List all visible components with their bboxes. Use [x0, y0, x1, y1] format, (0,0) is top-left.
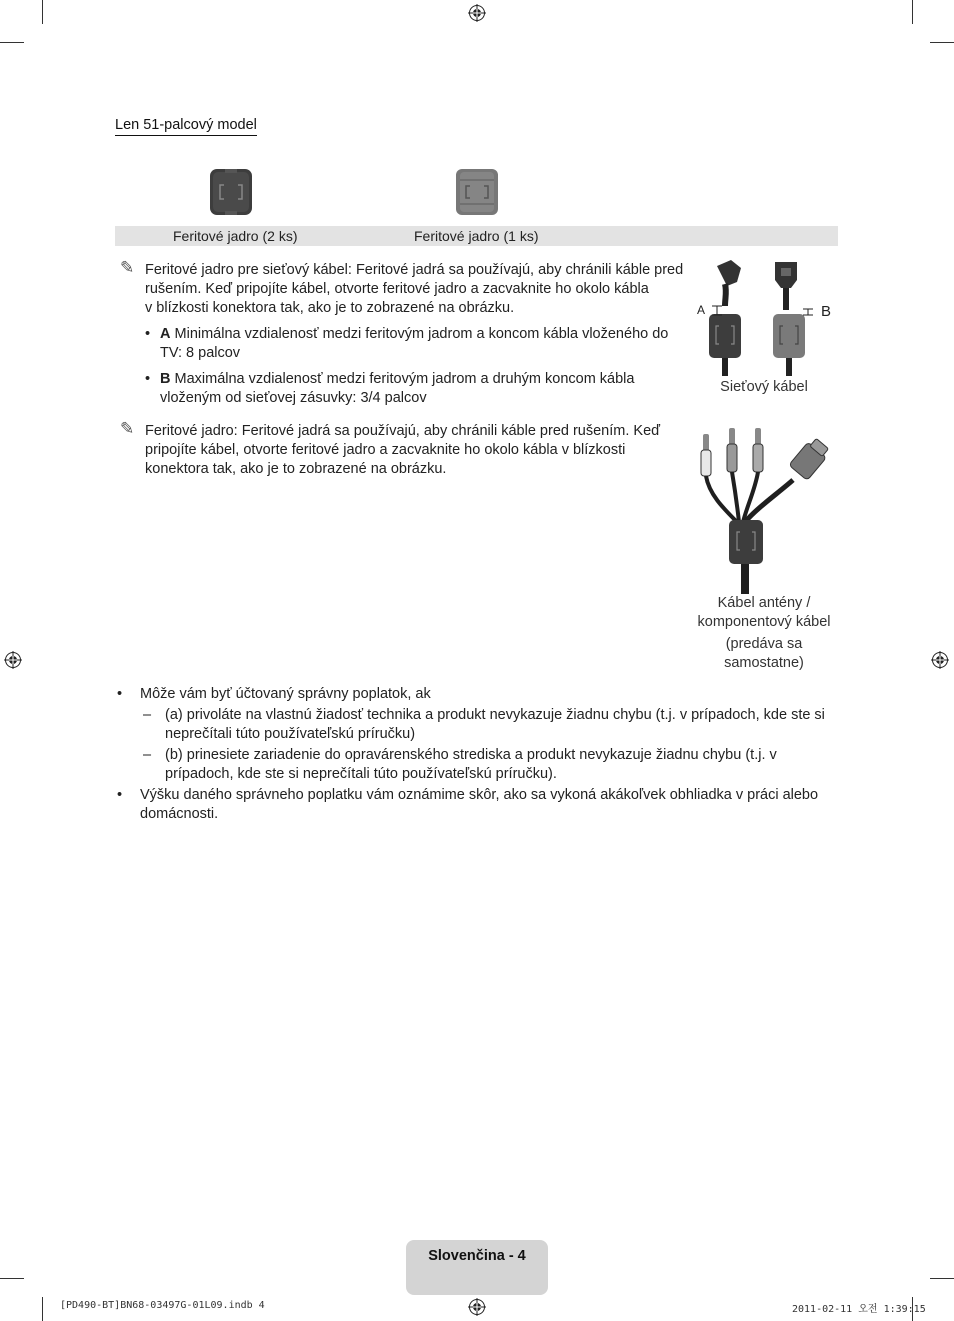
bullet-marker: •	[145, 371, 151, 387]
power-cable-illustration	[695, 258, 835, 378]
accessory-label: Feritové jadro (1 ks)	[414, 228, 539, 244]
crop-mark	[912, 0, 913, 24]
item-text: TV: 8 palcov	[160, 345, 241, 361]
caption-line: (predáva sa	[725, 636, 803, 652]
item-text: Minimálna vzdialenosť medzi feritovým jadrom a koncom kábla vloženého do	[170, 326, 669, 342]
bullet-marker: •	[117, 787, 123, 803]
note-line: Feritové jadro: Feritové jadrá sa používajú, aby chránili káble pred rušením. Keď	[145, 423, 661, 439]
fee-bullet-text: Môže vám byť účtovaný správny poplatok, ak	[140, 686, 431, 702]
note-pencil-icon: ✎	[120, 419, 135, 438]
crop-mark	[42, 0, 43, 24]
label-a: A	[697, 303, 706, 317]
caption-line: Kábel antény /	[717, 595, 811, 611]
ferrite-core-light-icon	[454, 166, 500, 218]
item-text: (b) prinesiete zariadenie do opravárenského strediska a produkt nevykazuje žiadnu chybu (t.j. v	[165, 747, 777, 763]
item-text: Maximálna vzdialenosť medzi feritovým jadrom a druhým koncom kábla	[170, 371, 635, 387]
item-text: neprečítali túto používateľskú príručku)	[165, 726, 416, 742]
list-item-text	[160, 325, 690, 363]
item-key: A	[160, 326, 171, 342]
note-line: v blízkosti konektora tak, ako je to zobrazené na obrázku.	[145, 300, 515, 316]
dash-marker: –	[143, 747, 152, 763]
note-pencil-icon: ✎	[120, 258, 135, 277]
bullet-marker: •	[117, 686, 123, 702]
caption-line: samostatne)	[724, 655, 804, 671]
note-text	[145, 261, 690, 318]
registration-mark-icon	[468, 1298, 486, 1316]
caption-line: komponentový kábel	[697, 614, 831, 630]
list-item-text	[160, 370, 690, 408]
power-cable-caption: Sieťový kábel	[720, 379, 808, 395]
item-text: Výšku daného správneho poplatku vám oznámime skôr, ako sa vykoná akákoľvek obhliadka v práci alebo	[140, 787, 819, 803]
antenna-component-cable-illustration	[695, 424, 835, 596]
note-line: konektora tak, ako je to zobrazené na obrázku.	[145, 461, 447, 477]
print-timestamp: 2011-02-11 오전 1:39:15	[792, 1304, 926, 1315]
crop-mark	[930, 42, 954, 43]
page-number-label: Slovenčina - 4	[428, 1248, 526, 1264]
note-line: pripojíte kábel, otvorte feritové jadro a zacvaknite ho okolo kábla v blízkosti	[145, 442, 626, 458]
dash-marker: –	[143, 707, 152, 723]
fee-dash-item	[165, 706, 835, 744]
accessory-label: Feritové jadro (2 ks)	[173, 228, 298, 244]
registration-mark-icon	[468, 4, 486, 22]
item-text: vloženým od sieťovej zásuvky: 3/4 palcov	[160, 390, 427, 406]
item-text: prípadoch, kde ste si neprečítali túto používateľskú príručku).	[165, 766, 557, 782]
fee-dash-item	[165, 746, 835, 784]
file-slug: [PD490-BT]BN68-03497G-01L09.indb 4	[60, 1300, 265, 1311]
bullet-marker: •	[145, 326, 151, 342]
item-text: (a) privoláte na vlastnú žiadosť technika a produkt nevykazuje žiadnu chybu (t.j. v prípadoch, kde ste si	[165, 707, 825, 723]
item-key: B	[160, 371, 171, 387]
item-text: domácnosti.	[140, 806, 219, 822]
crop-mark	[0, 1278, 24, 1279]
section-title: Len 51-palcový model	[115, 117, 257, 136]
crop-mark	[42, 1297, 43, 1321]
crop-mark	[0, 42, 24, 43]
note-line: Feritové jadro pre sieťový kábel: Feritové jadrá sa používajú, aby chránili káble pred	[145, 262, 684, 278]
antenna-cable-subcaption	[690, 635, 838, 673]
antenna-cable-caption	[690, 594, 838, 632]
note-text	[145, 422, 690, 479]
fee-bullet-text	[140, 786, 835, 824]
registration-mark-icon	[931, 651, 949, 669]
ferrite-core-dark-icon	[208, 167, 254, 217]
label-b: B	[821, 303, 832, 320]
note-line: rušením. Keď pripojíte kábel, otvorte feritové jadro a zacvaknite ho okolo kábla	[145, 281, 649, 297]
crop-mark	[930, 1278, 954, 1279]
registration-mark-icon	[4, 651, 22, 669]
